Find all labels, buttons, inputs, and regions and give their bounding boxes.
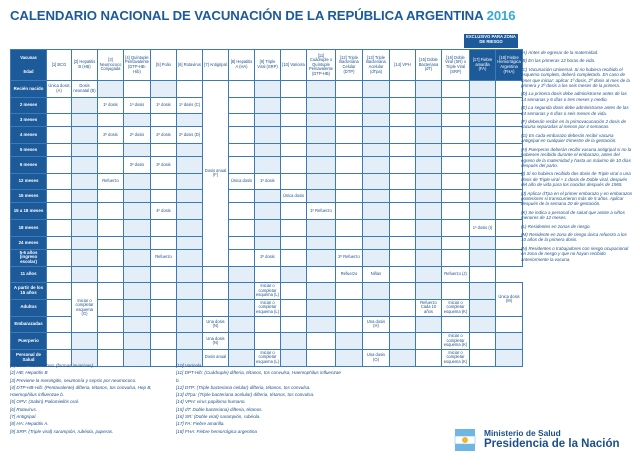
- dose-cell: 2º dosis: [124, 127, 151, 144]
- corner-edad: Edad: [23, 68, 34, 74]
- vaccine-header: [3] Neumococo Conjugada: [98, 50, 124, 81]
- age-label: 24 meses: [11, 236, 47, 249]
- footnote: [16] SR: (Doble viral) sarampión, rubéola.: [176, 414, 261, 420]
- footnote: [14] VPH: virus papiloma humano.: [176, 399, 246, 405]
- age-label: 18 meses: [11, 220, 47, 237]
- age-label: 15 a 18 meses: [11, 203, 47, 220]
- dose-cell: Única dosis (A): [47, 81, 72, 98]
- dose-cell: Iniciar o completar esquema (L): [255, 299, 281, 316]
- footnote: [6] Rotavirus.: [10, 406, 38, 412]
- footnote: [13] dTpa: (Triple bacteriana acelular) difteria, tétanos, tos convulsa.: [176, 392, 315, 398]
- exclusive-zone-label: EXCLUSIVO PARA ZONA DE RIESGO: [464, 34, 518, 48]
- dose-cell: Una dosis (H): [363, 316, 390, 333]
- note: (F) deberán recibir en la primovacunación 2 dosis de vacuna separadas al menos por 4 semanas.: [521, 119, 627, 130]
- note: (G) En cada embarazo deberán recibir vacuna antigripal en cualquier trimestre de la gestación.: [521, 132, 617, 144]
- vaccine-header: [17] Fiebre amarilla (FA): [470, 50, 496, 81]
- dose-cell: Iniciar o completar esquema (K): [442, 349, 470, 366]
- age-label: 12 meses: [11, 173, 47, 190]
- vaccination-calendar-table: [10, 49, 523, 367]
- footnote: [7] Antigripal.: [10, 414, 37, 420]
- note: (N) Residentes o trabajadores con riesgo ocupacional en zona de riesgo y que no hayan recibido anteriormente la vacuna.: [521, 245, 629, 262]
- vaccine-header: [5] Polio: [151, 50, 177, 81]
- footnotes-left: [10, 362, 170, 435]
- dose-cell: Única dosis: [281, 190, 307, 203]
- dose-cell: Única dosis: [229, 173, 255, 190]
- age-label: Personal de Salud: [11, 349, 47, 366]
- title-text: CALENDARIO NACIONAL DE VACUNACIÓN DE LA REPÚBLICA ARGENTINA: [10, 8, 484, 23]
- dose-cell: 3º dosis: [124, 157, 151, 174]
- vaccine-header: [2] Hepatitis B (HB): [72, 50, 98, 81]
- dose-cell: Iniciar o completar esquema (K): [442, 333, 470, 350]
- dose-cell: 1º dosis (I): [470, 220, 496, 237]
- dose-cell: 1º dosis: [255, 173, 281, 190]
- footnote: [9] SRP: (Triple viral) sarampión, rubéola, paperas.: [10, 428, 114, 434]
- dose-cell: Iniciar o completar esquema (L): [255, 349, 281, 366]
- vaccine-header: [11] Cuádruple o Quíntuple Pentavalente (DTP-HB): [307, 50, 336, 81]
- corner-header: [11, 50, 47, 81]
- title-year: 2016: [486, 8, 516, 23]
- argentina-sun-icon: [452, 427, 478, 453]
- age-label: 11 años: [11, 266, 47, 283]
- corner-vacunas: Vacunas: [20, 54, 37, 60]
- vaccine-header: [9] Triple Viral (SRP): [255, 50, 281, 81]
- dose-cell: Única dosis (M): [496, 283, 523, 316]
- age-label: Embarazadas: [11, 316, 47, 333]
- dose-cell: 1º dosis: [98, 97, 124, 114]
- age-label: Puerperio: [11, 333, 47, 350]
- age-label: Adultos: [11, 299, 47, 316]
- age-label: A partir de los 15 años: [11, 283, 47, 300]
- dose-cell: 3º dosis: [151, 157, 177, 174]
- note: (L) Residentes en zonas de riesgo.: [521, 223, 591, 229]
- ministry-logo: [452, 425, 632, 455]
- footnote: [15] dT: Doble bacteriana) difteria, tétanos.: [176, 406, 263, 412]
- note: (H) Puerperas deberán recibir vacuna antigripal si no la hubiesen recibido durante el embarazo, antes del egreso de la maternidad y hasta un máximo de 10 días después del parto.: [521, 146, 632, 168]
- footnote: [4] DTP-HB-Hib: (Pentavalente) difteria, tétanos, tos convulsa, Hep B, Haemophilus influenzae b.: [10, 384, 152, 398]
- age-label: 15 meses: [11, 190, 47, 203]
- dose-cell: Iniciar o completar esquema (K): [442, 299, 470, 316]
- dose-cell: 1º Refuerzo: [307, 203, 336, 220]
- ministry-name: Ministerio de Salud: [484, 428, 561, 438]
- age-label: 6 meses: [11, 157, 47, 174]
- note: (I) Si no hubiera recibido dos dosis de Triple viral o una dosis de Triple viral + 1 dosis de Doble viral, después del año de vida para los nacidos después de 1965.: [521, 171, 631, 188]
- dose-cell: Refuerzo: [98, 173, 124, 190]
- footnote: [12] DTP: (Triple bacteriana celular) difteria, tétanos, tos convulsa.: [176, 384, 311, 390]
- footnote: [18] FHA: Fiebre hemorrágica argentina: [176, 428, 257, 434]
- age-label: 5 meses: [11, 144, 47, 157]
- vaccine-header: [4] Quíntuple Pentavalente (DTP-HB-Hib): [124, 50, 151, 81]
- dose-cell: Refuerzo: [336, 266, 363, 283]
- vaccine-header: [14] VPH: [390, 50, 416, 81]
- footnote: [11] DPT-Hib: (Cuádruple) difteria, tétanos, tos convulsa, Haemophilus influenzae b.: [176, 370, 341, 383]
- footnotes-right: [176, 362, 346, 435]
- note: (J) Aplicar dTpa en el primer embarazo y en embarazos posteriores si transcurrieron más de 5 años. Aplicar después de la semana 20 de gestación.: [521, 190, 633, 207]
- note: (A) Antes de egresar de la maternidad.: [521, 50, 599, 55]
- dose-cell: Dosis neonatal (B): [72, 81, 98, 98]
- age-label: 2 meses: [11, 97, 47, 114]
- note: (E) La segunda dosis debe administrarse antes de las 24 semanas y 6 días o seis meses de vida.: [521, 105, 629, 116]
- footnote: [17] FA: Fiebre amarilla.: [176, 421, 225, 427]
- dose-cell: 1º dosis: [151, 97, 177, 114]
- footnote: [10] Varicela.: [176, 363, 203, 368]
- vaccine-header: [6] Rotavirus: [177, 50, 203, 81]
- footnote: [5] OPV: (Sabin) Poliomielitis oral.: [10, 399, 80, 405]
- vaccine-header: [8] Hepatitis A (HA): [229, 50, 255, 81]
- vaccine-header: [13] Triple Bacteriana Acelular (dTpa): [363, 50, 390, 81]
- age-label: 4 meses: [11, 127, 47, 144]
- vaccine-header: [16] Doble Viral (SR) o Triple Viral (SRP): [442, 50, 470, 81]
- vaccine-header: [12] Triple Bacteriana Celular (DTP): [336, 50, 363, 81]
- notes-column: [521, 50, 633, 265]
- note: (B) En las primeras 12 horas de vida.: [521, 58, 596, 64]
- footnote: [2] HB: Hepatitis B: [10, 370, 48, 376]
- dose-cell: Niñas: [363, 266, 390, 283]
- page-title: [10, 8, 516, 23]
- dose-cell: Una dosis (O): [363, 349, 390, 366]
- dose-cell: Dosis anual: [203, 349, 229, 366]
- dose-cell: Refuerzo (J): [442, 266, 470, 283]
- vaccine-header: [1] BCG: [47, 50, 72, 81]
- note: (D) La primera dosis debe administrarse antes de las 14 semanas y 6 días o tres meses y medio.: [521, 91, 627, 102]
- age-label: 3 meses: [11, 114, 47, 127]
- dose-cell: Dosis anual (F): [203, 81, 229, 267]
- dose-cell: 2º dosis: [151, 127, 177, 144]
- footnote: [8] HA: Hepatitis A.: [10, 421, 49, 427]
- age-label: 5-6 años (ingreso escolar): [11, 249, 47, 266]
- dose-cell: Iniciar o completar esquema (L): [255, 283, 281, 300]
- note: (C) Vacunación Universal. Si no hubiera recibido el esquema completo, deberá completarlo. En caso de tener que iniciar: aplicar 1º dosis, 2º dosis al mes de la primera y 3º dosis a los seis meses de la primera.: [521, 66, 630, 89]
- footnote: [1] BCG: Tuberculosis (formas invasivas).: [10, 363, 95, 368]
- vaccine-header: [10] Varicela: [281, 50, 307, 81]
- dose-cell: 4º dosis: [151, 203, 177, 220]
- note: (K) Se indica a personal de salud que asiste a niños menores de 12 meses.: [521, 209, 625, 221]
- vaccine-header: [7] Antigripal: [203, 50, 229, 81]
- dose-cell: Una dosis (N): [203, 316, 229, 333]
- note: (M) Residente en zona de riesgo única refuerzo a los 10 años de la primera dosis.: [521, 231, 627, 243]
- presidency-name: Presidencia de la Nación: [484, 438, 620, 450]
- age-label: Recién nacido: [11, 81, 47, 98]
- dose-cell: 2º dosis: [98, 127, 124, 144]
- vaccine-header: [18] Fiebre Hemorrágica Argentina (FHA): [496, 50, 523, 81]
- dose-cell: Una dosis (N): [203, 333, 229, 350]
- dose-cell: Refuerzo Cada 10 años: [416, 299, 442, 316]
- footnote: [3] Previene la meningitis, neumonía y sepsis por neumococo.: [10, 377, 137, 383]
- dose-cell: 2º dosis (D): [177, 127, 203, 144]
- dose-cell: Refuerzo: [151, 249, 177, 266]
- dose-cell: 2º dosis: [255, 249, 281, 266]
- vaccine-header: [15] Doble Bacteriana (dT): [416, 50, 442, 81]
- dose-cell: Iniciar o completar esquema (G): [72, 283, 98, 333]
- dose-cell: 1º dosis (C): [177, 97, 203, 114]
- dose-cell: 2º Refuerzo: [336, 249, 363, 266]
- dose-cell: 1º dosis: [124, 97, 151, 114]
